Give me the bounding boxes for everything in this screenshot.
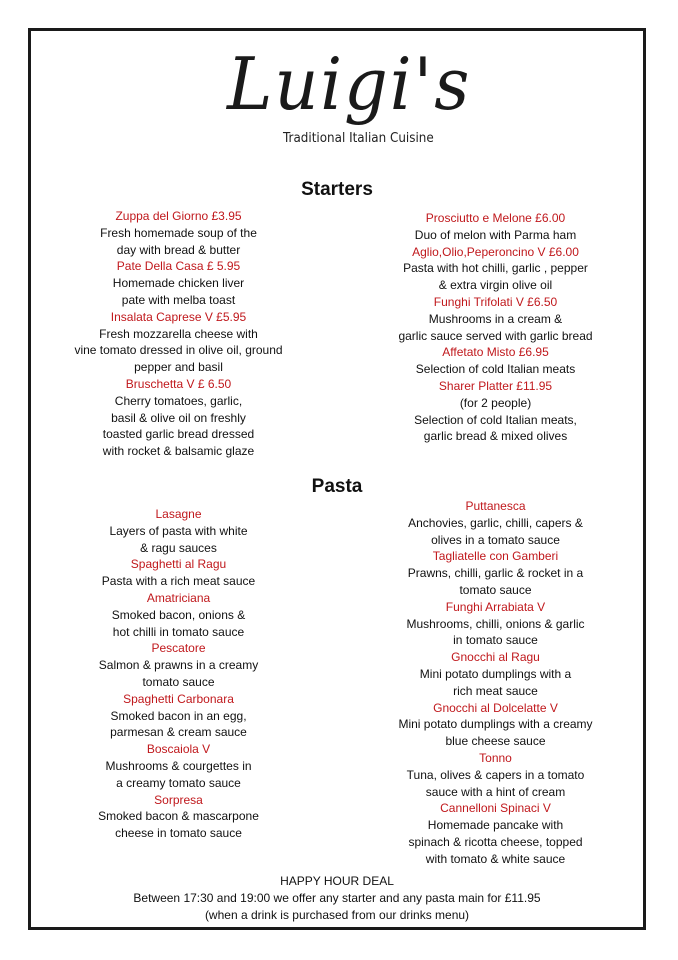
menu-item-description: Mini potato dumplings with a creamy <box>398 717 593 732</box>
menu-item-description: day with bread & butter <box>116 242 241 257</box>
menu-item <box>353 294 638 344</box>
menu-item-description: Anchovies, garlic, chilli, capers & <box>408 515 583 530</box>
menu-item-name: Bruschetta V £ 6.50 <box>125 376 232 391</box>
menu-item-name: Pescatore <box>151 641 206 656</box>
menu-item-name: Lasagne <box>155 507 202 521</box>
menu-item-description: garlic sauce served with garlic bread <box>398 328 593 343</box>
menu-item-description: tomato sauce <box>142 674 215 689</box>
menu-item-name: Tagliatelle con Gamberi <box>432 549 559 564</box>
menu-item <box>353 244 638 294</box>
menu-item-description: & extra virgin olive oil <box>438 278 553 293</box>
menu-item <box>36 792 321 842</box>
menu-item-name: Spaghetti al Ragu <box>130 557 227 572</box>
menu-item <box>353 700 638 750</box>
menu-item-description: Cherry tomatoes, garlic, <box>114 393 243 408</box>
menu-item <box>36 590 321 640</box>
menu-item <box>36 208 321 258</box>
menu-item <box>353 599 638 649</box>
pasta-heading: Pasta <box>311 476 363 497</box>
menu-item-name: Funghi Arrabiata V <box>445 599 546 614</box>
menu-item-description: cheese in tomato sauce <box>115 826 242 841</box>
menu-item-description: Selection of cold Italian meats <box>415 362 576 377</box>
menu-item-description: Pasta with hot chilli, garlic , pepper <box>403 261 588 276</box>
menu-item-description: a creamy tomato sauce <box>116 775 241 790</box>
menu-item <box>353 649 638 699</box>
menu-item-description: vine tomato dressed in olive oil, ground <box>74 343 283 358</box>
menu-item-description: Salmon & prawns in a creamy <box>98 658 259 673</box>
menu-item-description: pate with melba toast <box>121 292 236 307</box>
menu-item-description: Smoked bacon, onions & <box>111 607 246 622</box>
happy-hour-deal <box>31 873 643 924</box>
menu-item-description: Mushrooms & courgettes in <box>105 758 252 773</box>
menu-item-description: pepper and basil <box>134 360 223 375</box>
menu-item-description: Tuna, olives & capers in a tomato <box>406 767 585 782</box>
menu-item-description: sauce with a hint of cream <box>425 784 566 799</box>
menu-item-name: Prosciutto e Melone £6.00 <box>425 211 566 225</box>
menu-item-description: blue cheese sauce <box>445 734 546 749</box>
menu-item-name: Zuppa del Giorno £3.95 <box>115 209 242 223</box>
menu-item-description: rich meat sauce <box>453 683 538 698</box>
menu-item-name: Amatriciana <box>146 590 211 605</box>
happy-hour-offer: Between 17:30 and 19:00 we offer any starter and any pasta main for £11.95 <box>133 891 541 905</box>
menu-item <box>36 376 321 460</box>
menu-item-description: (for 2 people) <box>459 395 532 410</box>
menu-item-name: Gnocchi al Dolcelatte V <box>433 700 558 715</box>
menu-item <box>353 548 638 598</box>
menu-item-description: Mushrooms, chilli, onions & garlic <box>406 616 585 631</box>
menu-item-name: Insalata Caprese V £5.95 <box>110 309 247 324</box>
menu-item-description: Prawns, chilli, garlic & rocket in a <box>407 566 584 581</box>
menu-item-name: Tonno <box>479 750 512 765</box>
menu-item-description: with tomato & white sauce <box>425 851 566 866</box>
menu-item-description: tomato sauce <box>459 582 532 597</box>
starters-right-column <box>353 210 638 445</box>
menu-item-description: Homemade chicken liver <box>112 276 245 291</box>
menu-item-description: olives in a tomato sauce <box>431 532 560 547</box>
menu-item-name: Pate Della Casa £ 5.95 <box>116 259 241 274</box>
menu-item-description: hot chilli in tomato sauce <box>112 624 245 639</box>
starters-heading: Starters <box>301 179 373 200</box>
pasta-left-column <box>36 506 321 842</box>
menu-item-description: Layers of pasta with white <box>109 523 248 538</box>
starters-left-column <box>36 208 321 460</box>
menu-item-name: Aglio,Olio,Peperoncino V £6.00 <box>412 244 579 259</box>
menu-item-name: Sharer Platter £11.95 <box>438 378 553 393</box>
menu-item-description: with rocket & balsamic glaze <box>102 444 255 459</box>
menu-item <box>36 556 321 590</box>
menu-item-description: Smoked bacon & mascarpone <box>98 809 259 824</box>
menu-item-description: Fresh mozzarella cheese with <box>99 326 258 341</box>
menu-item <box>353 210 638 244</box>
happy-hour-title: HAPPY HOUR DEAL <box>280 874 394 888</box>
menu-item <box>36 309 321 376</box>
menu-item-name: Affetato Misto £6.95 <box>442 345 549 360</box>
menu-item-description: spinach & ricotta cheese, topped <box>408 834 583 849</box>
menu-item-description: Duo of melon with Parma ham <box>414 227 577 242</box>
menu-item-name: Gnocchi al Ragu <box>451 650 540 665</box>
menu-item-description: Smoked bacon in an egg, <box>110 708 247 723</box>
menu-item <box>353 344 638 378</box>
menu-item-name: Spaghetti Carbonara <box>123 691 234 706</box>
menu-item-description: garlic bread & mixed olives <box>423 429 568 444</box>
restaurant-logo <box>223 42 472 163</box>
menu-item <box>36 258 321 308</box>
menu-item-description: Selection of cold Italian meats, <box>414 412 577 427</box>
menu-item <box>36 640 321 690</box>
menu-item-description: Homemade pancake with <box>427 818 564 833</box>
menu-item-description: in tomato sauce <box>453 633 538 648</box>
menu-item-name: Boscaiola V <box>146 742 211 757</box>
happy-hour-condition: (when a drink is purchased from our drinks menu) <box>204 908 470 922</box>
pasta-right-column <box>353 498 638 868</box>
menu-item <box>353 750 638 800</box>
menu-item-name: Puttanesca <box>465 499 526 513</box>
menu-item-description: parmesan & cream sauce <box>110 725 247 740</box>
menu-item-description: Mini potato dumplings with a <box>419 666 572 681</box>
logo-script: Luigi's <box>227 42 472 126</box>
menu-item-description: & ragu sauces <box>140 540 217 555</box>
menu-item-description: toasted garlic bread dressed <box>102 427 255 442</box>
menu-page <box>28 28 646 930</box>
menu-item <box>353 378 638 445</box>
menu-item-description: Fresh homemade soup of the <box>100 225 257 240</box>
menu-item <box>36 741 321 791</box>
menu-item <box>36 691 321 741</box>
menu-item-description: Pasta with a rich meat sauce <box>101 574 256 589</box>
menu-item-name: Funghi Trifolati V £6.50 <box>433 294 558 309</box>
menu-item <box>36 506 321 556</box>
menu-item-name: Sorpresa <box>154 792 203 807</box>
menu-item-description: basil & olive oil on freshly <box>111 410 246 425</box>
menu-item <box>353 800 638 867</box>
menu-item <box>353 498 638 548</box>
menu-item-description: Mushrooms in a cream & <box>428 311 563 326</box>
logo-tagline: Traditional Italian Cuisine <box>283 131 434 146</box>
menu-item-name: Cannelloni Spinaci V <box>440 801 551 816</box>
